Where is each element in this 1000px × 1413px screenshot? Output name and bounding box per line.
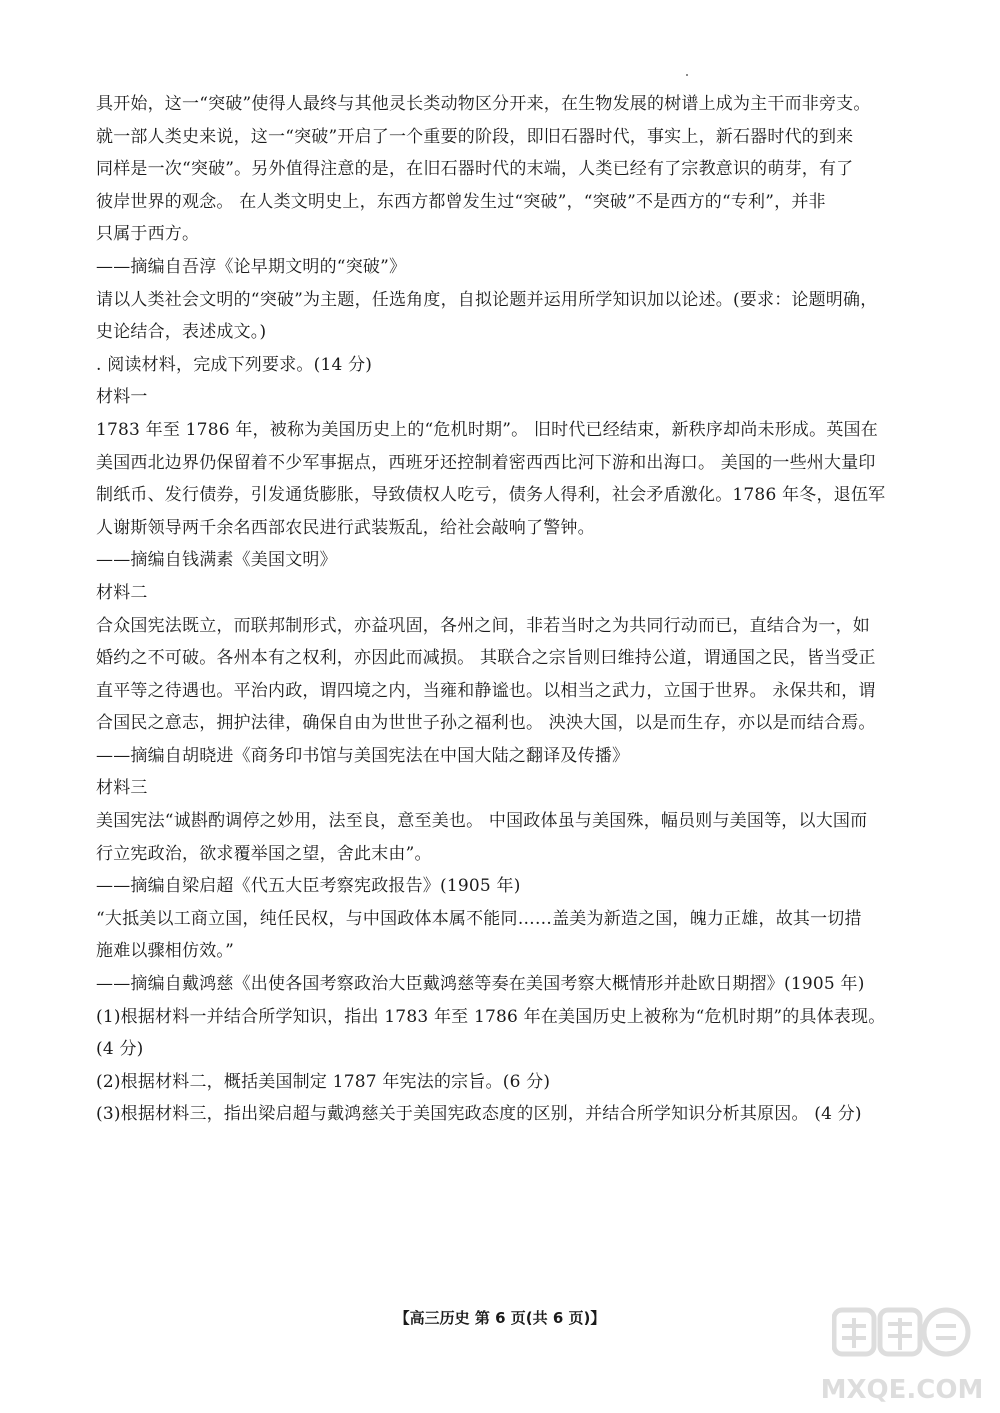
- text-line: 美国宪法“诚斟酌调停之妙用，法至良，意至美也。 中国政体虽与美国殊，幅员则与美国等，以大国而: [96, 811, 868, 832]
- text-line: 施难以骤相仿效。”: [96, 941, 234, 962]
- material-heading: 材料三: [96, 778, 148, 799]
- document-body: [96, 88, 926, 1131]
- text-line: 行立宪政治，欲求覆举国之望，舍此末由”。: [96, 843, 432, 864]
- question-line: 史论结合，表述成文。): [96, 322, 267, 343]
- sub-question: (1)根据材料一并结合所学知识，指出 1783 年至 1786 年在美国历史上被称为“危机时期”的具体表现。: [96, 1006, 886, 1027]
- sub-question: (3)根据材料三，指出梁启超与戴鸿慈关于美国宪政态度的区别，并结合所学知识分析其原因。 (4 分): [96, 1104, 862, 1125]
- citation-line: ——摘编自吾淳《论早期文明的“突破”》: [96, 256, 407, 277]
- scan-dot: [686, 74, 688, 76]
- material-heading: 材料二: [96, 582, 148, 603]
- text-line: 同样是一次“突破”。另外值得注意的是，在旧石器时代的末端，人类已经有了宗教意识的萌芽，有了: [96, 159, 854, 180]
- text-line: 美国西北边界仍保留着不少军事据点，西班牙还控制着密西西比河下游和出海口。 美国的一些州大量印: [96, 452, 876, 473]
- text-line: 具开始，这一“突破”使得人最终与其他灵长类动物区分开来，在生物发展的树谱上成为主干而非旁支。: [96, 94, 871, 114]
- question-heading: . 阅读材料，完成下列要求。(14 分): [96, 354, 373, 375]
- citation-line: ——摘编自钱满素《美国文明》: [96, 550, 337, 571]
- text-line: 合国民之意志，拥护法律，确保自由为世世子孙之福利也。 泱泱大国，以是而生存，亦以是而结合焉。: [96, 713, 876, 734]
- text-line: 彼岸世界的观念。 在人类文明史上，东西方都曾发生过“突破”，“突破”不是西方的“专利”，并非: [96, 191, 826, 212]
- text-line: “大抵美以工商立国，纯任民权，与中国政体本属不能同……盖美为新造之国，魄力正雄，故其一切措: [96, 908, 862, 929]
- text-line: 婚约之不可破。各州本有之权利，亦因此而减损。 其联合之宗旨则曰维持公道，谓通国之民，皆当受正: [96, 648, 876, 669]
- site-watermark: [812, 1290, 992, 1405]
- watermark-text: MXQE.COM: [820, 1375, 984, 1405]
- text-line: 1783 年至 1786 年，被称为美国历史上的“危机时期”。 旧时代已经结束，新秩序却尚未形成。英国在: [96, 419, 878, 440]
- material-heading: 材料一: [96, 387, 148, 408]
- page-footer: 【高三历史 第 6 页(共 6 页)】: [394, 1309, 606, 1327]
- text-line: 只属于西方。: [96, 224, 200, 245]
- text-line: 人谢斯领导两千余名西部农民进行武装叛乱，给社会敲响了警钟。: [96, 517, 595, 538]
- watermark-logo-icon: [832, 1296, 972, 1366]
- text-line: 就一部人类史来说，这一“突破”开启了一个重要的阶段，即旧石器时代，事实上，新石器时代的到来: [96, 126, 854, 147]
- sub-question: (4 分): [96, 1039, 144, 1060]
- sub-question: (2)根据材料二，概括美国制定 1787 年宪法的宗旨。(6 分): [96, 1071, 551, 1092]
- question-line: 请以人类社会文明的“突破”为主题，任选角度，自拟论题并运用所学知识加以论述。(要求：论题明确，: [96, 289, 878, 310]
- citation-line: ——摘编自戴鸿慈《出使各国考察政治大臣戴鸿慈等奏在美国考察大概情形并赴欧日期摺》(1905 年): [96, 974, 865, 995]
- text-line: 制纸币、发行债券，引发通货膨胀，导致债权人吃亏，债务人得利，社会矛盾激化。1786 年冬，退伍军: [96, 485, 886, 506]
- citation-line: ——摘编自梁启超《代五大臣考察宪政报告》(1905 年): [96, 876, 521, 897]
- citation-line: ——摘编自胡晓进《商务印书馆与美国宪法在中国大陆之翻译及传播》: [96, 745, 630, 766]
- text-line: 直平等之待遇也。平治内政，谓四境之内，当雍和静谧也。以相当之武力，立国于世界。 永保共和，谓: [96, 680, 876, 701]
- text-line: 合众国宪法既立，而联邦制形式，亦益巩固，各州之间，非若当时之为共同行动而已，直结合为一，如: [96, 615, 870, 636]
